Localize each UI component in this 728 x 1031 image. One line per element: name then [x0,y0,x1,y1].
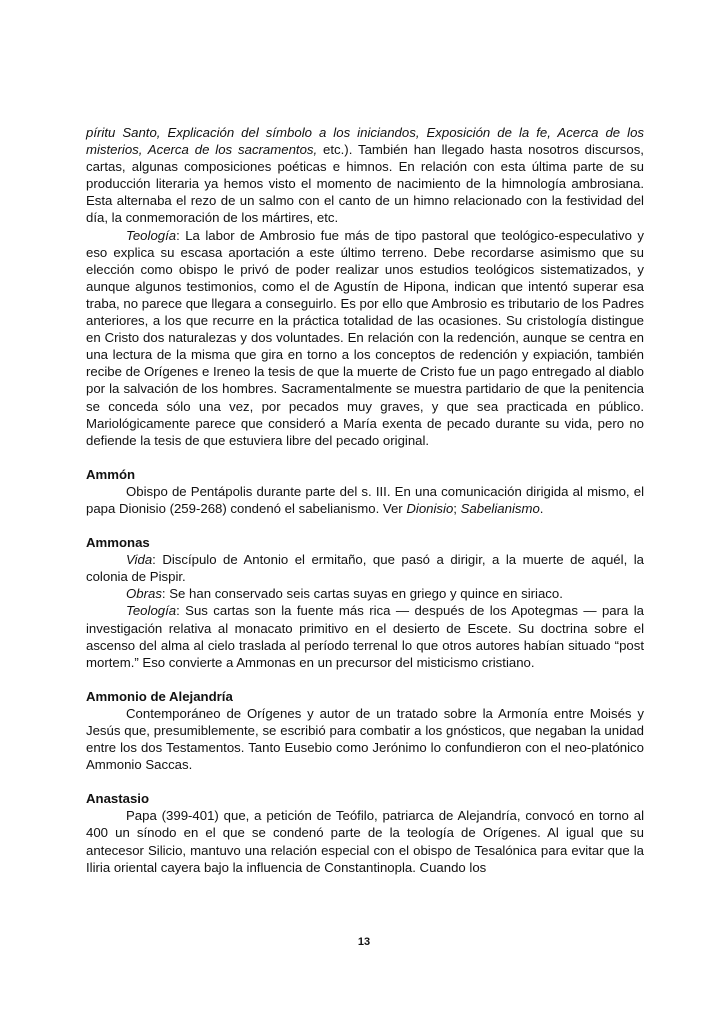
ammon-paragraph [86,483,644,517]
ammonio-paragraph: Contemporáneo de Orígenes y autor de un tratado sobre la Armonía entre Moisés y Jesús que, presumiblemente, se escribió para combatir a los gnósticos, que negaban la unidad entre los dos Testamentos. Tanto Eusebio como Jerónimo lo confundieron con el neo-platónico Ammonio Saccas. [86,705,644,773]
entry-heading-ammon: Ammón [86,466,136,482]
entry-heading-ammonio: Ammonio de Alejandría [86,688,233,704]
ref-dionisio: Dionisio [406,500,454,516]
works-titles: píritu Santo, Explicación del símbolo a los iniciandos, Exposición de la fe, Acerca de los misterios, Acerca de los sacramentos, [86,125,644,158]
entry-heading-ammonas: Ammonas [86,535,150,551]
ref-sabelianismo: Sabelianismo [460,500,540,516]
page-number: 13 [357,936,371,948]
vida-text: : Discípulo de Antonio el ermitaño, que pasó a dirigir, a la muerte de aquél, la colonia de Pispir. [86,552,644,585]
obras-text: : Se han conservado seis cartas suyas en griego y quince en siriaco. [161,586,563,602]
ref-separator: ; [453,500,461,516]
ammonas-vida-paragraph [86,551,644,585]
vida-label: Vida [126,552,153,568]
obras-label: Obras [126,586,162,602]
teologia-label: Teología [126,603,177,619]
opening-paragraph [86,124,644,227]
teologia-text: : La labor de Ambrosio fue más de tipo pastoral que teológico-especulativo y eso explica su escasa aportación a este último terreno. Debe recordarse asimismo que su elección como obispo le privó de poder realizar unos estudios teológicos sistematizados, y aunque algunos testimonios, como el de Agustín de Hipona, indican que intentó superar esa traba, no parece que llegara a conseguirlo. Es por ello que Ambrosio es tributario de los Padres anteriores, a los que recurre en la práctica totalidad de las ocasiones. Su cristología distingue en Cristo dos naturalezas y dos voluntades. En relación con la redención, aunque se centra en una lectura de la misma que gira en torno a los conceptos de redención y expiación, también recibe de Orígenes e Ireneo la tesis de que la muerte de Cristo fue un pago entregado al diablo por la salvación de los hombres. Sacramentalmente se muestra partidario de que la penitencia se conceda sólo una vez, por pecados muy graves, y que sea practicada en público. Mariológicamente parece que consideró a María exenta de pecado durante su vida, pero no defiende la tesis de que estuviera libre del pecado original. [86,227,644,448]
page-body [86,124,644,876]
ammonas-teologia-paragraph [86,602,644,670]
ref-end: . [539,500,544,516]
entry-heading-anastasio: Anastasio [86,791,150,807]
teologia-label: Teología [126,227,177,243]
teologia-text: : Sus cartas son la fuente más rica — después de los Apotegmas — para la investigación relativa al monacato primitivo en el desierto de Escete. Su doctrina sobre el ascenso del alma al cielo traslada al período terrenal lo que otros autores habían situado “post mortem.” Eso convierte a Ammonas en un precursor del misticismo cristiano. [86,603,644,670]
opening-text: etc.). También han llegado hasta nosotros discursos, cartas, algunas composiciones poéticas e himnos. En relación con esta última parte de su producción literaria ya hemos visto el momento de nacimiento de la himnología ambrosiana. Esta alternaba el rezo de un salmo con el canto de un himno relacionado con la festividad del día, la conmemoración de los mártires, etc. [86,142,644,226]
anastasio-paragraph: Papa (399-401) que, a petición de Teófilo, patriarca de Alejandría, convocó en torno al 400 un sínodo en el que se condenó parte de la teología de Orígenes. Al igual que su antecesor Silicio, mantuvo una relación especial con el obispo de Tesalónica para evitar que la Iliria oriental cayera bajo la influencia de Constantinopla. Cuando los [86,808,644,875]
ambrosio-teologia-paragraph [86,227,644,449]
ammon-text: Obispo de Pentápolis durante parte del s. III. En una comunicación dirigida al mismo, el papa Dionisio (259-268) condenó el sabelianismo. Ver [86,483,644,516]
ammonas-obras-paragraph [86,585,644,602]
